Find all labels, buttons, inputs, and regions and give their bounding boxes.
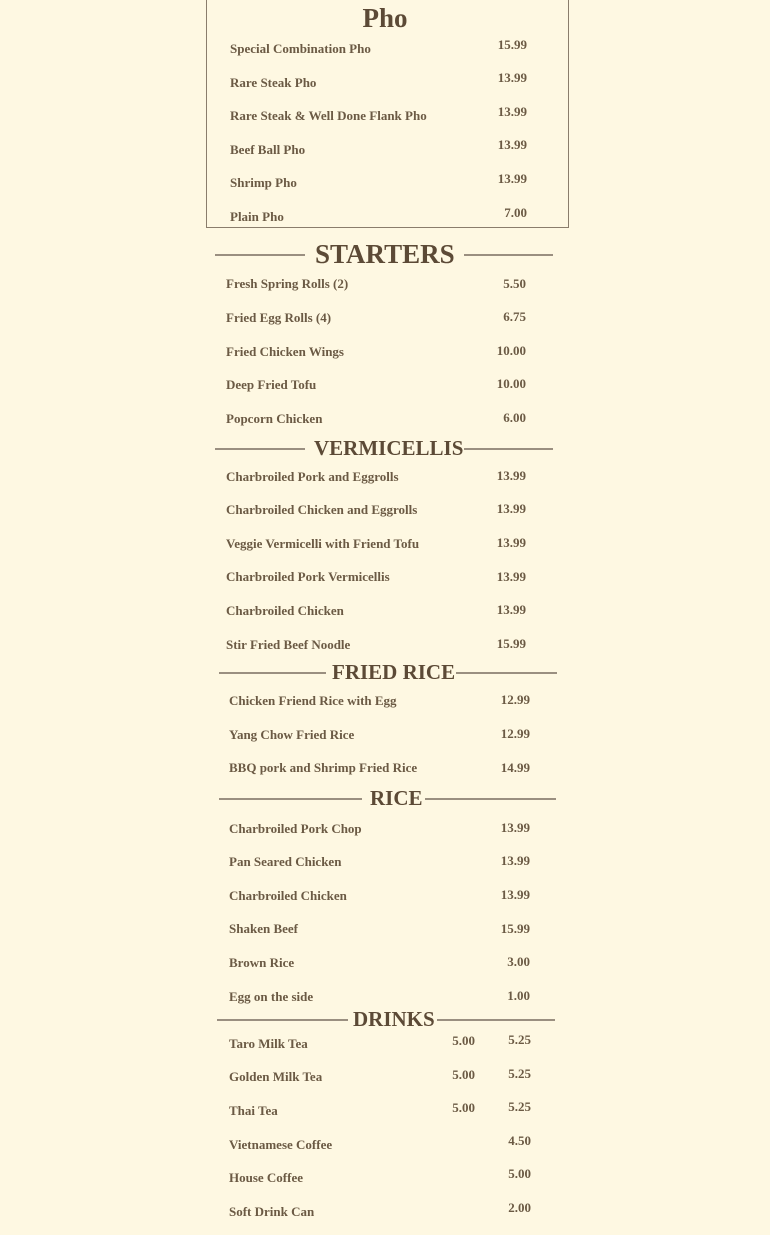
vermicellis-header [215, 432, 553, 464]
menu-item-name: Stir Fried Beef Noodle [226, 637, 351, 652]
fried-rice-header [219, 656, 557, 688]
divider-right [425, 798, 556, 800]
menu-item-price-large: 5.25 [508, 1066, 531, 1081]
menu-item-price: 15.99 [500, 921, 530, 936]
menu-item-price: 13.99 [497, 104, 527, 119]
divider-right [456, 672, 557, 674]
rice-section-title: RICE [370, 786, 423, 810]
menu-item-price: 13.99 [496, 535, 526, 550]
menu-item-name: House Coffee [229, 1170, 304, 1185]
rice-header [219, 782, 557, 814]
menu-item-price-large: 4.50 [508, 1133, 531, 1148]
menu-item-name: Charbroiled Chicken and Eggrolls [226, 502, 418, 517]
menu-item-price: 10.00 [496, 343, 526, 358]
menu-item-price: 13.99 [497, 70, 527, 85]
menu-item-price: 14.99 [500, 760, 530, 775]
divider-left [219, 672, 326, 674]
menu-item-price: 10.00 [496, 376, 526, 391]
starters-section-title: STARTERS [315, 239, 455, 269]
menu-item-name: Fried Egg Rolls (4) [226, 310, 332, 325]
menu-item-price: 5.50 [503, 276, 526, 291]
menu-item-name: Charbroiled Pork Vermicellis [226, 569, 390, 584]
menu-item-price-small: 5.00 [452, 1067, 475, 1082]
menu-item-name: Egg on the side [229, 989, 314, 1004]
menu-item-price: 13.99 [500, 853, 530, 868]
menu-item-price: 13.99 [497, 171, 527, 186]
menu-item-name: Veggie Vermicelli with Friend Tofu [226, 536, 420, 551]
menu-item-name: Chicken Friend Rice with Egg [229, 693, 397, 708]
menu-item-price-small: 5.00 [452, 1033, 475, 1048]
menu-item-price: 13.99 [496, 602, 526, 617]
menu-item-price: 6.00 [503, 410, 526, 425]
menu-item-name: Beef Ball Pho [230, 142, 306, 157]
menu-item-name: Pan Seared Chicken [229, 854, 342, 869]
divider-left [217, 1019, 348, 1021]
menu-item-name: Brown Rice [229, 955, 295, 970]
menu-item-name: Fried Chicken Wings [226, 344, 344, 359]
starters-header [215, 238, 553, 270]
menu-item-name: Soft Drink Can [229, 1204, 315, 1219]
menu-item-price: 12.99 [500, 726, 530, 741]
drinks-header [217, 1003, 555, 1035]
menu-item-name: Rare Steak & Well Done Flank Pho [230, 108, 427, 123]
pho-section-title: Pho [362, 3, 408, 33]
menu-item-price: 12.99 [500, 692, 530, 707]
menu-item-price: 1.00 [507, 988, 530, 1003]
menu-item-name: Yang Chow Fried Rice [229, 727, 355, 742]
menu-item-price-small: 5.00 [452, 1100, 475, 1115]
menu-item-name: Shaken Beef [229, 921, 298, 936]
drinks-section-title: DRINKS [353, 1007, 435, 1031]
fried-rice-section-title: FRIED RICE [332, 660, 456, 684]
menu-item-price: 13.99 [496, 468, 526, 483]
menu-item-price-large: 5.25 [508, 1099, 531, 1114]
menu-item-price: 7.00 [504, 205, 527, 220]
menu-item-name: Thai Tea [229, 1103, 278, 1118]
divider-right [464, 254, 553, 256]
menu-item-price-large: 5.25 [508, 1032, 531, 1047]
divider-right [464, 448, 553, 450]
menu-item-name: Plain Pho [230, 209, 284, 224]
menu-item-price: 13.99 [496, 501, 526, 516]
menu-item-name: Golden Milk Tea [229, 1069, 323, 1084]
menu-item-name: Popcorn Chicken [226, 411, 323, 426]
menu-item-name: Charbroiled Pork and Eggrolls [226, 469, 399, 484]
menu-item-name: Fresh Spring Rolls (2) [226, 276, 349, 291]
divider-left [215, 254, 305, 256]
menu-item-price: 13.99 [500, 887, 530, 902]
menu-item-name: Special Combination Pho [230, 41, 371, 56]
menu-item-name: Vietnamese Coffee [229, 1137, 333, 1152]
menu-item-name: Rare Steak Pho [230, 75, 317, 90]
divider-right [437, 1019, 555, 1021]
divider-left [215, 448, 305, 450]
menu-item-price: 3.00 [507, 954, 530, 969]
vermicellis-section-title: VERMICELLIS [314, 436, 464, 460]
menu-item-name: Charbroiled Chicken [229, 888, 347, 903]
divider-left [219, 798, 362, 800]
menu-item-name: Deep Fried Tofu [226, 377, 317, 392]
menu-item-price: 15.99 [497, 37, 527, 52]
menu-item-name: BBQ pork and Shrimp Fried Rice [229, 760, 418, 775]
menu-item-price-large: 2.00 [508, 1200, 531, 1215]
menu-item-name: Charbroiled Pork Chop [229, 821, 362, 836]
menu-item-price: 13.99 [496, 569, 526, 584]
menu-item-name: Charbroiled Chicken [226, 603, 344, 618]
menu-item-price: 6.75 [503, 309, 526, 324]
menu-item-price: 13.99 [500, 820, 530, 835]
menu-item-name: Taro Milk Tea [229, 1036, 308, 1051]
menu-item-price: 15.99 [496, 636, 526, 651]
menu-item-price: 13.99 [497, 137, 527, 152]
menu-item-name: Shrimp Pho [230, 175, 297, 190]
menu-item-price-large: 5.00 [508, 1166, 531, 1181]
